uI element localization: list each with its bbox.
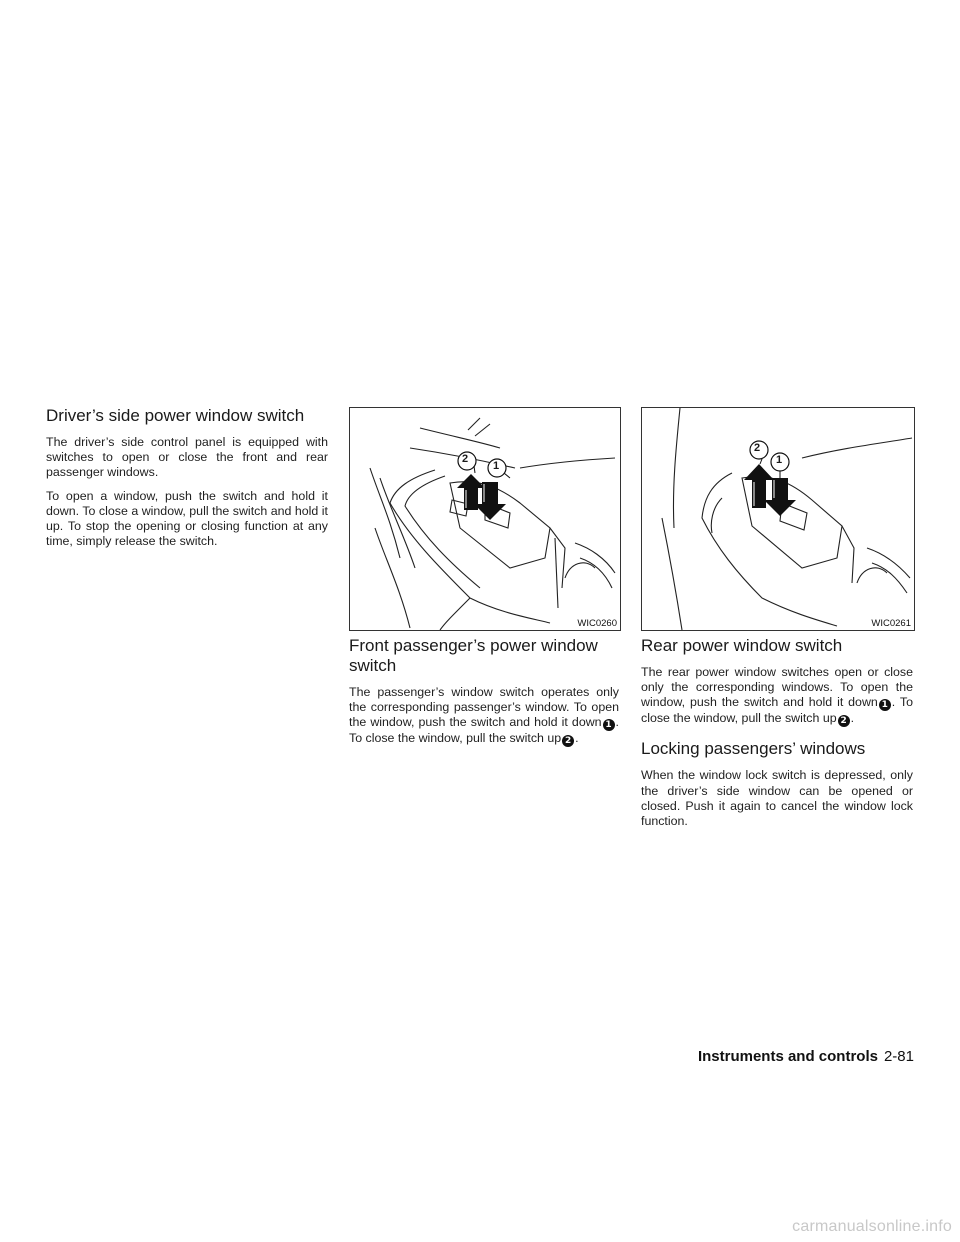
- drivers-heading: Driver’s side power window switch: [46, 406, 305, 425]
- drivers-paragraph-2: To open a window, push the switch and hold it down. To close a window, pull the switch and hold it up. To stop the opening or closing function at any time, simply release the switch.: [46, 488, 328, 549]
- page-number: 2-81: [883, 1048, 914, 1065]
- rear-figure-code: WIC0261: [871, 618, 911, 629]
- marker-1-icon: 1: [879, 699, 891, 711]
- rear-switch-illustration: [642, 408, 914, 630]
- front-switch-figure: [349, 407, 621, 631]
- rear-fig-label-2: 2: [754, 442, 761, 454]
- page-footer: [698, 1048, 914, 1065]
- watermark: carmanualsonline.info: [792, 1218, 952, 1235]
- front-fig-label-1: 1: [493, 460, 500, 472]
- front-fig-label-2: 2: [462, 453, 469, 465]
- front-switch-illustration: [350, 408, 620, 630]
- front-figure-code: WIC0260: [577, 618, 617, 629]
- left-column: [46, 406, 328, 549]
- rear-heading: Rear power window switch: [641, 636, 843, 655]
- front-passenger-paragraph: The passenger’s window switch operates only the corresponding passenger’s window. To open the window, push the switch and hold it down 1 . To close the window, pull the switch up 2 .: [349, 685, 619, 747]
- locking-heading: Locking passengers’ windows: [641, 739, 866, 759]
- rear-switch-figure: [641, 407, 915, 631]
- middle-column: [349, 636, 619, 747]
- footer-section-name: Instruments and controls: [697, 1048, 878, 1065]
- rear-paragraph: The rear power window switches open or close only the corresponding windows. To open the window, push the switch and hold it down 1 . To close the window, pull the switch up 2 .: [641, 665, 913, 727]
- marker-2-icon: 2: [838, 715, 850, 727]
- front-passenger-heading: Front passenger’s power window switch: [349, 636, 598, 675]
- marker-2-icon: 2: [562, 735, 574, 747]
- locking-paragraph: When the window lock switch is depressed, only the driver’s side window can be opened or closed. Push it again to cancel the window lock function.: [641, 768, 913, 829]
- marker-1-icon: 1: [603, 719, 615, 731]
- drivers-paragraph-1: The driver’s side control panel is equipped with switches to open or close the front and rear passenger windows.: [46, 435, 328, 480]
- rear-fig-label-1: 1: [776, 454, 783, 466]
- down-arrow-icon: [764, 478, 796, 516]
- right-column: [641, 636, 913, 829]
